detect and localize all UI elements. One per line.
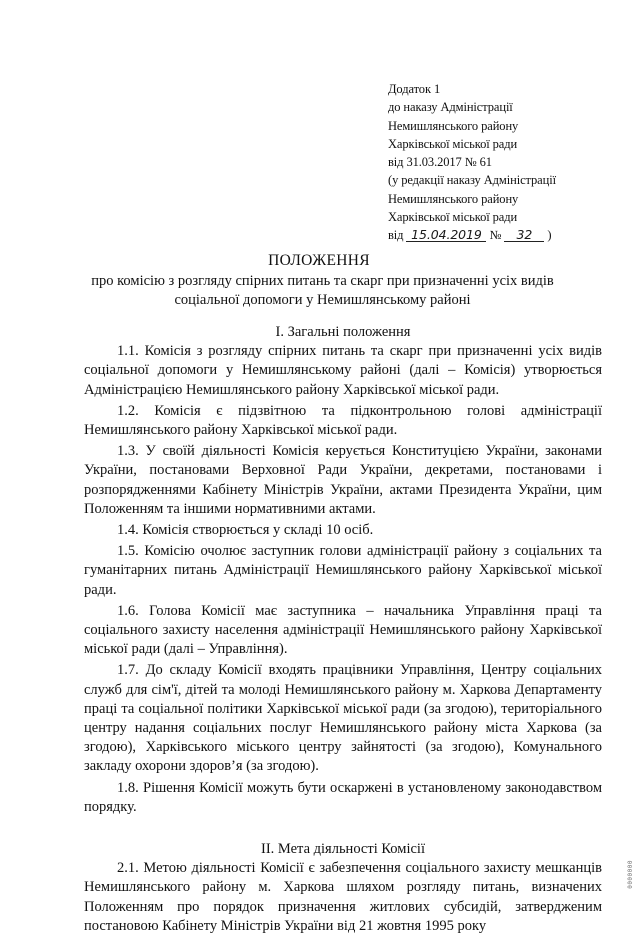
paragraph-1-1: 1.1. Комісія з розгляду спірних питань та скарг при призначенні усіх видів соціальної допомоги у Немишлянському районі (далі – Комісія) утворюється Адміністрацією Немишлянського району Харківської міської ради. [84, 343, 602, 398]
margin-stamp: 0000000 [627, 860, 634, 889]
addendum-line: Немишлянського району [388, 118, 519, 133]
paragraph-1-2: 1.2. Комісія є підзвітною та підконтрольною голові адміністрації Немишлянського району Харківської міської ради. [84, 402, 602, 439]
paragraph-1-5: 1.5. Комісію очолює заступник голови адміністрації району з соціальних та гуманітарних питань Адміністрації Немишлянського району Харківської міської ради. [84, 543, 602, 598]
paragraph-2-1: 2.1. Метою діяльності Комісії є забезпечення соціального захисту мешканців Немишлянського району м. Харкова шляхом розгляду питань, визначених Положенням про порядок призначення житлових субсидій, затвердженим постановою Кабінету Міністрів України від 21 жовтня 1995 року [84, 860, 602, 934]
handwritten-date: 15.04.2019 [406, 228, 486, 242]
number-sign: № [489, 228, 502, 243]
addendum-line: Харківської міської ради [388, 210, 518, 225]
addendum-block [388, 80, 628, 245]
section-title: ІІ. Мета діяльності Комісії [261, 841, 425, 858]
section-title: І. Загальні положення [275, 324, 411, 340]
document-subtitle: про комісію з розгляду спірних питань та скарг при призначенні усіх видів соціальної допомоги у Немишлянському районі [91, 273, 554, 308]
document-title: ПОЛОЖЕННЯ [268, 252, 370, 269]
addendum-line: Додаток 1 [388, 82, 441, 96]
close-paren: ) [547, 228, 552, 243]
paragraph-1-8: 1.8. Рішення Комісії можуть бути оскаржені в установленому законодавством порядку. [84, 779, 602, 815]
paragraph-1-6: 1.6. Голова Комісії має заступника – начальника Управління праці та соціального захисту населення адміністрації Немишлянського району Харківської міської ради (далі – Управління). [84, 602, 602, 658]
document-body [84, 323, 602, 936]
addendum-line: Немишлянського району [388, 191, 519, 206]
handwritten-number: 32 [504, 228, 544, 242]
addendum-date-line [388, 226, 628, 244]
paragraph-1-7: 1.7. До складу Комісії входять працівники Управління, Центру соціальних служб для сім'ї, дітей та молоді Немишлянського району м. Харкова Департаменту праці та соціальної політики Харківської міської ради (за згодою), територіального центру надання соціальних послуг Немишлянського району міста Харкова (за згодою), Харківського міського центру зайнятості (за згодою), Комунального закладу охорони здоров’я (за згодою). [84, 662, 602, 775]
addendum-line: від 31.03.2017 № 61 [388, 155, 492, 170]
addendum-line: до наказу Адміністрації [388, 100, 513, 115]
date-prefix: від [388, 228, 404, 243]
paragraph-1-4: 1.4. Комісія створюється у складі 10 осіб. [117, 522, 374, 539]
addendum-line: (у редакції наказу Адміністрації [388, 173, 556, 188]
paragraph-1-3: 1.3. У своїй діяльності Комісія керується Конституцією України, законами України, постановами Верховної Ради України, декретами, постановами і розпорядженнями Кабінету Міністрів України, актами Президента України, цим Положенням та іншими нормативними актами. [84, 443, 602, 517]
addendum-line: Харківської міської ради [388, 136, 518, 151]
